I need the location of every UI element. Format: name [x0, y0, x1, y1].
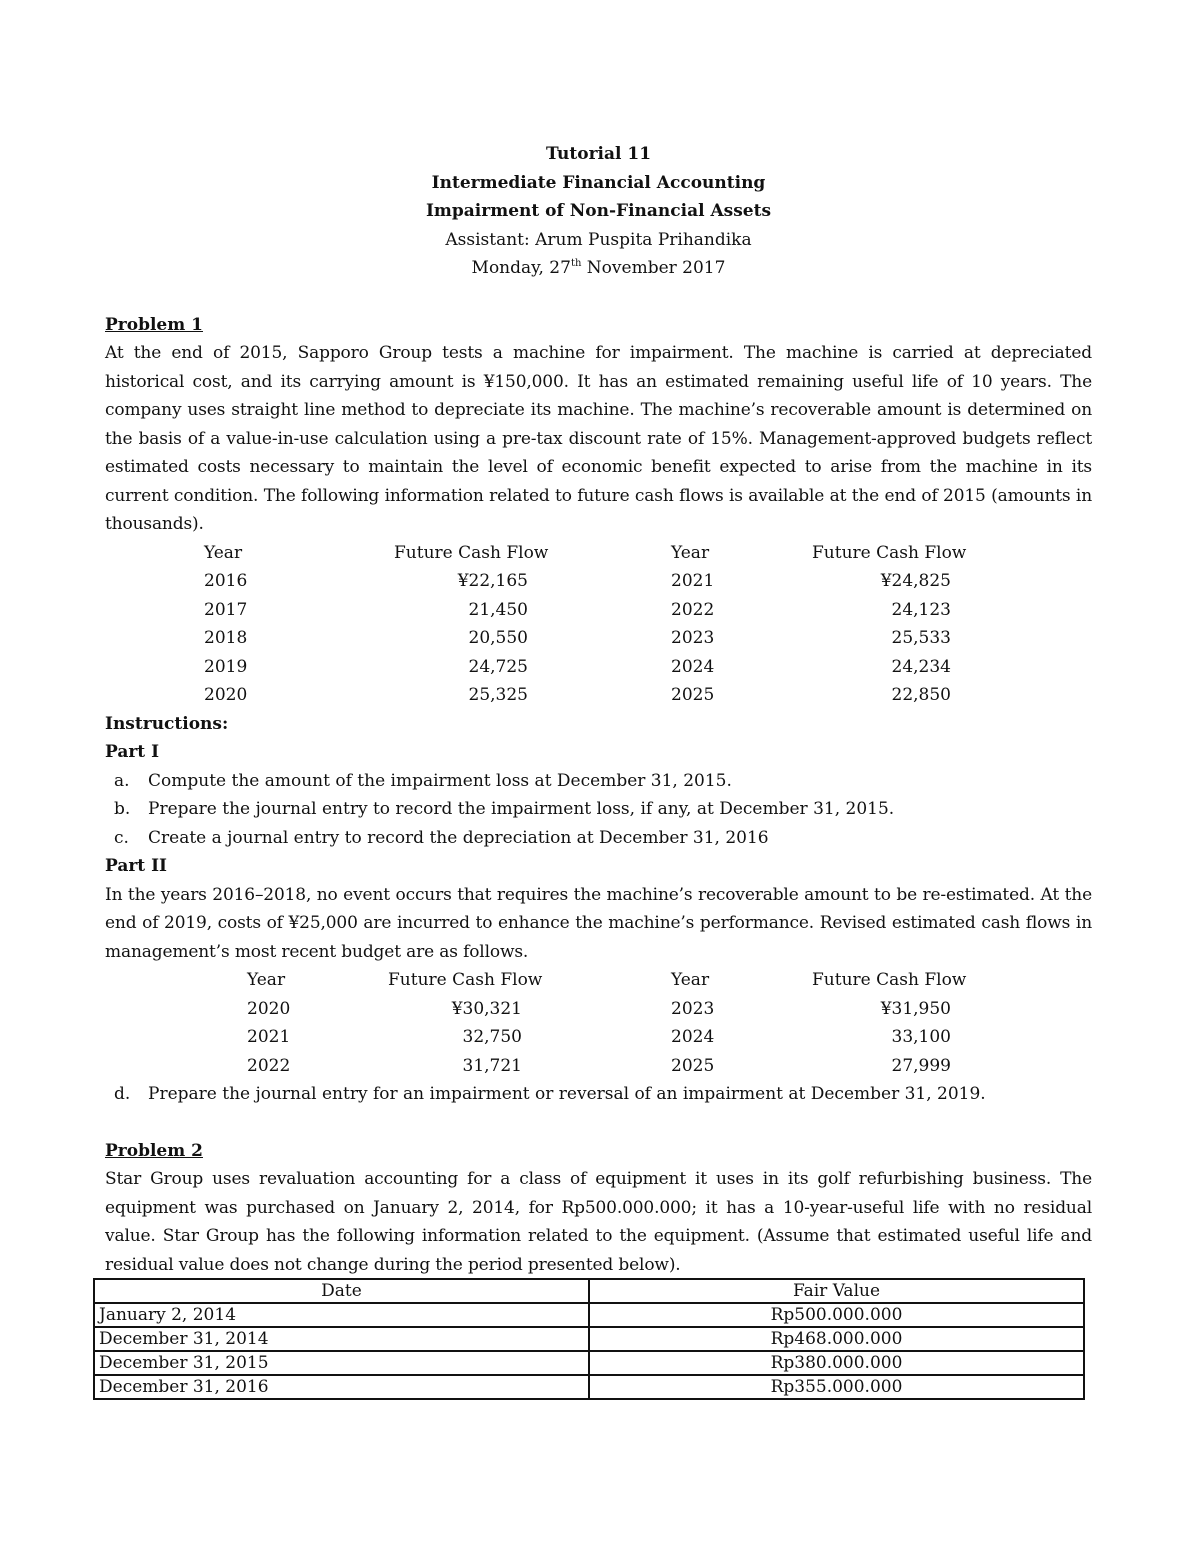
instruction-item: d. Prepare the journal entry for an impairment or reversal of an impairment at December 31, 2019.: [114, 1084, 986, 1104]
instruction-item: a. Compute the amount of the impairment loss at December 31, 2015.: [114, 770, 732, 791]
table-header-row: Date Fair Value: [94, 1279, 1084, 1303]
table-row: 2020 ¥30,321 2023 ¥31,950: [247, 998, 951, 1019]
table-row: December 31, 2015 Rp380.000.000: [94, 1351, 1084, 1375]
table-row: 2022 31,721 2025 27,999: [247, 1055, 951, 1076]
document-page: [105, 140, 1092, 1279]
cashflow-table-1: [105, 539, 1092, 710]
tutorial-title: Tutorial 11: [545, 144, 652, 164]
part-1-label: Part I: [105, 742, 160, 762]
table-row: 2018 20,550 2023 25,533: [204, 628, 951, 648]
assistant-name: Assistant: Arum Puspita Prihandika: [445, 229, 752, 250]
document-header: [105, 140, 1092, 283]
instruction-item: c. Create a journal entry to record the depreciation at December 31, 2016: [114, 827, 769, 848]
table-row: 2016 ¥22,165 2021 ¥24,825: [204, 571, 951, 591]
problem-1-intro: At the end of 2015, Sapporo Group tests a machine for impairment. The machine is carried at depreciated historical cost, and its carrying amount is ¥150,000. It has an estimated remaining useful life of 10 years. The company uses straight line method to depreciate its machine. The machine’s recoverable amount is determined on the basis of a value-in-use calculation using a pre-tax discount rate of 15%. Management-approved budgets reflect estimated costs necessary to maintain the level of economic benefit expected to arise from the machine in its current condition. The following information related to future cash flows is available at the end of 2015 (amounts in thousands).: [105, 343, 1092, 534]
part-2-intro: In the years 2016–2018, no event occurs that requires the machine’s recoverable amount to be re-estimated. At the end of 2019, costs of ¥25,000 are incurred to enhance the machine’s performance. Revised estimated cash flows in management’s most recent budget are as follows.: [105, 884, 1092, 962]
table-row: 2021 32,750 2024 33,100: [247, 1027, 951, 1047]
table-row: December 31, 2014 Rp468.000.000: [94, 1327, 1084, 1351]
table-row: 2019 24,725 2024 24,234: [204, 656, 951, 677]
instructions-label: Instructions:: [105, 713, 229, 734]
problem-1-title: Problem 1: [105, 314, 203, 335]
problem-2-title: Problem 2: [105, 1140, 203, 1161]
topic-title: Impairment of Non-Financial Assets: [425, 201, 772, 221]
instruction-item: b. Prepare the journal entry to record the impairment loss, if any, at December 31, 2015.: [114, 799, 895, 819]
table-row: 2020 25,325 2025 22,850: [204, 685, 951, 705]
cashflow-table-2: [105, 966, 1092, 1080]
table-row: December 31, 2016 Rp355.000.000: [94, 1375, 1084, 1399]
fair-value-table: [93, 1278, 1085, 1400]
table-row: January 2, 2014 Rp500.000.000: [94, 1303, 1084, 1327]
table-header-row: Year Future Cash Flow Year Future Cash Flow: [204, 542, 967, 563]
part-2-label: Part II: [105, 856, 167, 876]
table-row: 2017 21,450 2022 24,123: [204, 599, 951, 620]
problem-2-intro: Star Group uses revaluation accounting for a class of equipment it uses in its golf refurbishing business. The equipment was purchased on January 2, 2014, for Rp500.000.000; it has a 10-year-useful life with no residual value. Star Group has the following information related to the equipment. (Assume that estimated useful life and residual value does not change during the period presented below).: [105, 1169, 1092, 1275]
tutorial-date: Monday, 27th November 2017: [471, 258, 726, 278]
course-name: Intermediate Financial Accounting: [431, 172, 766, 193]
table-header-row: Year Future Cash Flow Year Future Cash Flow: [247, 970, 967, 990]
